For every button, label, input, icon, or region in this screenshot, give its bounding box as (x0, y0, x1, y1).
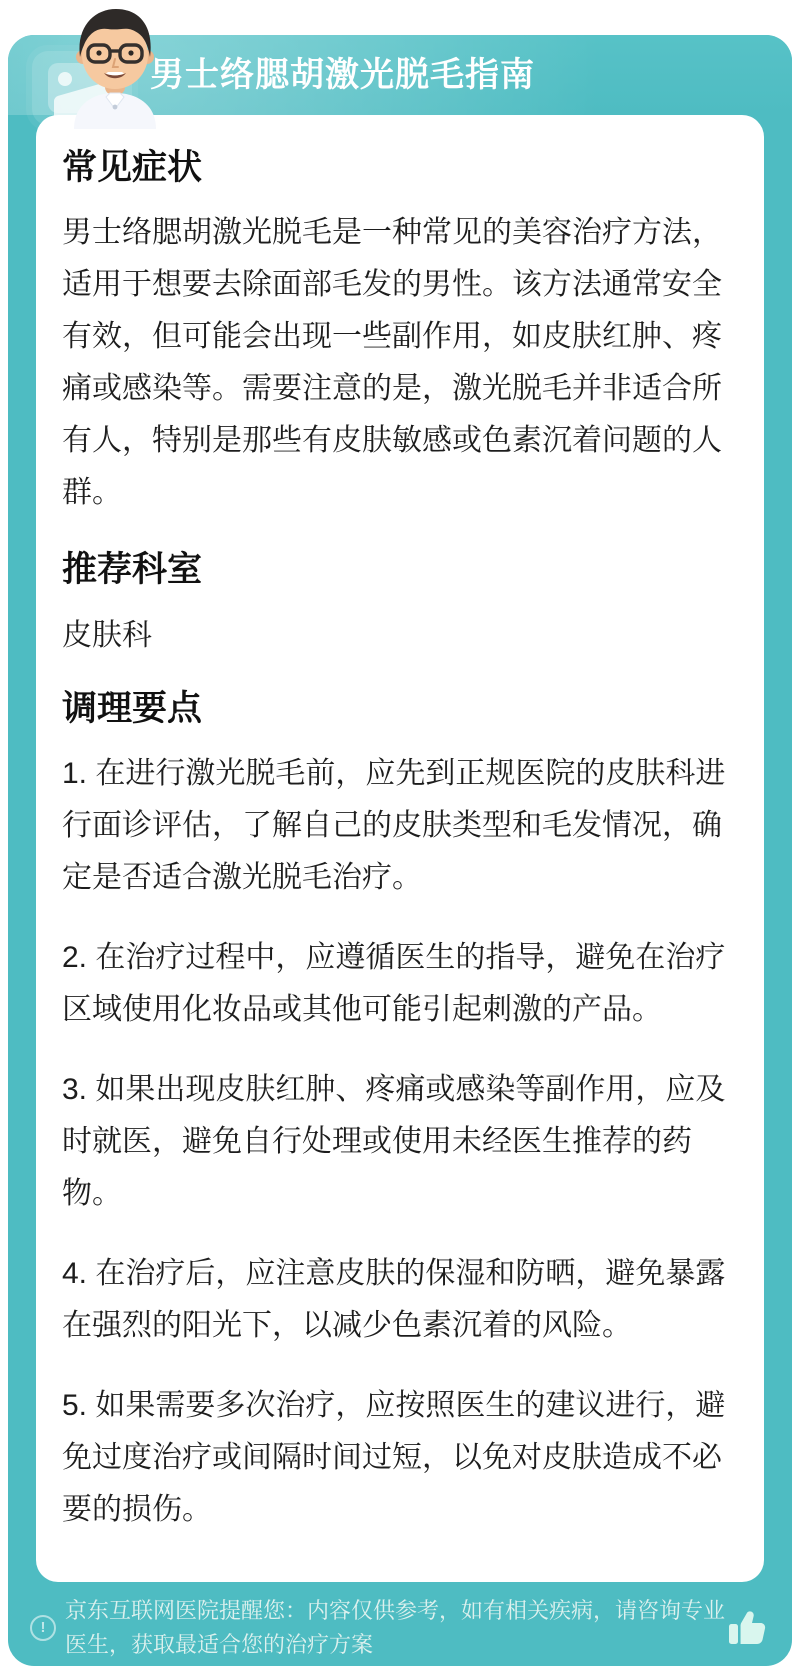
care-point-4: 4. 在治疗后，应注意皮肤的保湿和防晒，避免暴露在强烈的阳光下，以减少色素沉着的风险。 (62, 1256, 726, 1342)
disclaimer-footer (8, 1582, 792, 1674)
section-heading-department: 推荐科室 (62, 549, 203, 589)
section-heading-care-points: 调理要点 (62, 689, 203, 728)
symptoms-paragraph: 男士络腮胡激光脱毛是一种常见的美容治疗方法，适用于想要去除面部毛发的男性。该方法通常安全有效，但可能会出现一些副作用，如皮肤红肿、疼痛或感染等。需要注意的是，激光脱毛并非适合所有人，特别是那些有皮肤敏感或色素沉着问题的人群。 (62, 215, 722, 509)
info-icon: ! (30, 1615, 56, 1641)
content-card (36, 115, 764, 1582)
care-point-1: 1. 在进行激光脱毛前，应先到正规医院的皮肤科进行面诊评估，了解自己的皮肤类型和毛发情况，确定是否适合激光脱毛治疗。 (62, 756, 726, 894)
thumbs-up-icon[interactable] (726, 1607, 768, 1649)
care-point-2: 2. 在治疗过程中，应遵循医生的指导，避免在治疗区域使用化妆品或其他可能引起刺激的产品。 (62, 940, 726, 1026)
section-heading-symptoms: 常见症状 (62, 148, 203, 187)
care-point-3: 3. 如果出现皮肤红肿、疼痛或感染等副作用，应及时就医，避免自行处理或使用未经医生推荐的药物。 (62, 1072, 726, 1210)
disclaimer-text: 京东互联网医院提醒您：内容仅供参考，如有相关疾病，请咨询专业医生，获取最适合您的治疗方案 (65, 1597, 726, 1657)
card-header (8, 35, 792, 115)
page-title: 男士络腮胡激光脱毛指南 (150, 56, 535, 94)
care-point-5: 5. 如果需要多次治疗，应按照医生的建议进行，避免过度治疗或间隔时间过短，以免对皮肤造成不必要的损伤。 (62, 1388, 726, 1526)
department-value: 皮肤科 (62, 619, 152, 652)
guide-card (8, 35, 792, 1666)
